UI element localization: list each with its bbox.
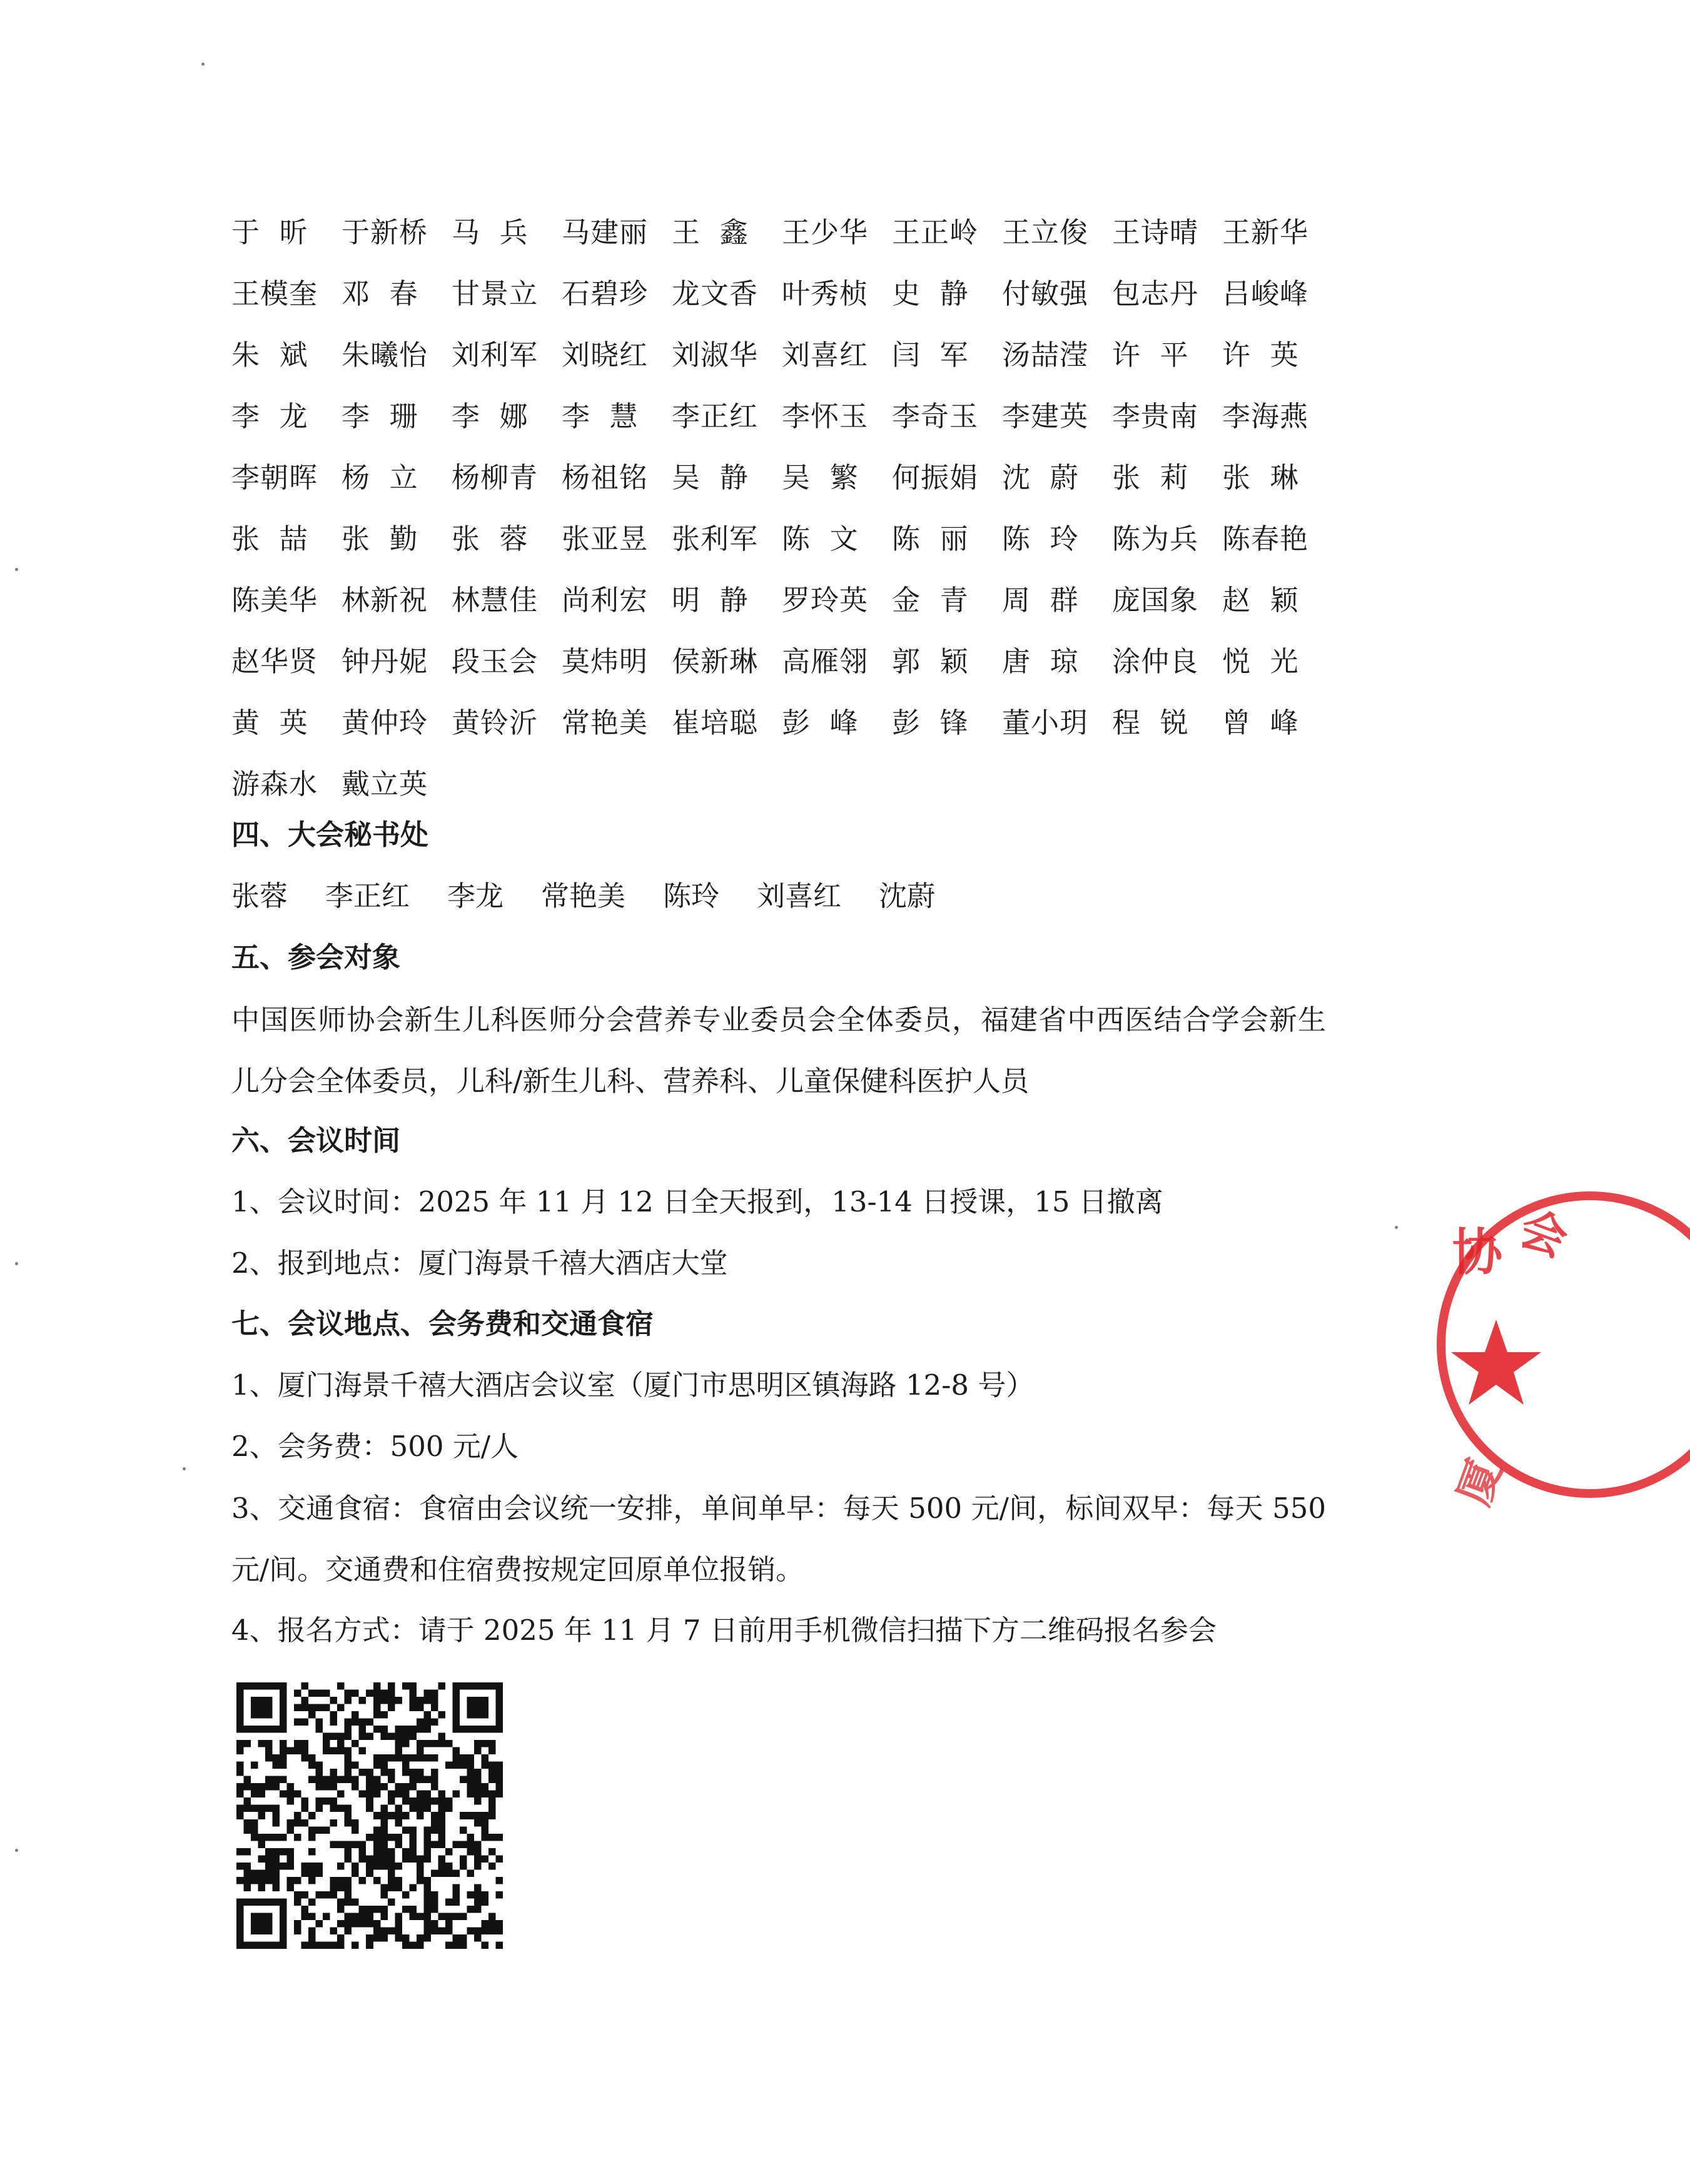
committee-member-name: 黄 英 [231,705,308,739]
name-row [231,630,1332,692]
committee-member-name: 彭 锋 [892,705,969,739]
scan-speck [15,1262,18,1265]
committee-member-name: 马建丽 [562,215,649,249]
committee-member-name: 常艳美 [562,705,649,739]
committee-member-name: 李 娜 [452,399,529,433]
committee-member-name: 张 琳 [1222,460,1299,494]
committee-member-name: 邓 春 [342,276,418,310]
committee-member-name: 唐 琼 [1002,644,1079,678]
name-row [231,385,1332,447]
committee-member-name: 崔培聪 [672,705,759,739]
committee-member-name: 明 静 [672,583,749,617]
committee-member-name: 王少华 [782,215,869,249]
secretariat-member: 张蓉 [231,879,288,913]
committee-member-name: 郭 颖 [892,644,969,678]
committee-member-name: 陈 文 [782,522,859,555]
section-heading-secretariat: 四、大会秘书处 [231,818,429,851]
committee-member-name: 莫炜明 [562,644,649,678]
committee-member-name: 金 青 [892,583,969,617]
committee-member-name: 程 锐 [1112,705,1189,739]
committee-member-name: 甘景立 [452,276,539,310]
committee-member-name: 王模奎 [231,276,318,310]
committee-member-name: 游森水 [231,767,318,801]
committee-member-name: 吴 静 [672,460,749,494]
section-heading-venue-fees: 七、会议地点、会务费和交通食宿 [231,1307,654,1340]
committee-member-name: 刘利军 [452,338,539,372]
meeting-time-item: 1、会议时间：2025 年 11 月 12 日全天报到，13-14 日授课，15 日撤离 [231,1185,1163,1218]
committee-member-name: 李 龙 [231,399,308,433]
committee-member-name: 曾 峰 [1222,705,1299,739]
attendees-paragraph: 中国医师协会新生儿科医师分会营养专业委员会全体委员，福建省中西医结合学会新生儿分会全体委员，儿科/新生儿科、营养科、儿童保健科医护人员 [231,1003,1326,1098]
committee-member-name: 闫 军 [892,338,969,372]
committee-member-name: 许 英 [1222,338,1299,372]
committee-member-name: 刘喜红 [782,338,869,372]
section-heading-attendees: 五、参会对象 [231,941,401,974]
committee-member-name: 黄仲玲 [342,705,428,739]
registration-location-item: 2、报到地点：厦门海景千禧大酒店大堂 [231,1246,728,1280]
committee-member-name: 杨 立 [342,460,418,494]
secretariat-member: 李龙 [447,879,504,913]
secretariat-member: 刘喜红 [757,879,842,913]
committee-member-name: 周 群 [1002,583,1079,617]
registration-qr-code[interactable] [236,1682,503,1949]
committee-member-name: 李建英 [1002,399,1089,433]
committee-member-name: 王诗晴 [1112,215,1199,249]
committee-member-name: 段玉会 [452,644,539,678]
committee-member-name: 尚利宏 [562,583,649,617]
committee-member-name: 张利军 [672,522,759,555]
name-row [231,508,1332,569]
committee-member-name: 王 鑫 [672,215,749,249]
committee-member-name: 叶秀桢 [782,276,869,310]
secretariat-member-list [231,879,1326,913]
committee-member-name: 赵 颖 [1222,583,1299,617]
svg-text:厦: 厦 [1447,1452,1511,1512]
committee-member-name: 黄铃沂 [452,705,539,739]
committee-member-name: 吕峻峰 [1222,276,1309,310]
secretariat-member: 沈蔚 [879,879,936,913]
committee-member-name: 张 莉 [1112,460,1189,494]
secretariat-member: 常艳美 [541,879,626,913]
committee-member-name: 李 珊 [342,399,418,433]
committee-member-name: 钟丹妮 [342,644,428,678]
committee-member-name: 吴 繁 [782,460,859,494]
committee-member-name: 董小玥 [1002,705,1089,739]
name-row [231,263,1332,324]
venue-item: 1、厦门海景千禧大酒店会议室（厦门市思明区镇海路 12-8 号） [231,1368,1035,1402]
committee-member-name: 李贵南 [1112,399,1199,433]
section-heading-meeting-time: 六、会议时间 [231,1124,401,1157]
committee-member-name: 侯新琳 [672,644,759,678]
committee-member-name: 龙文香 [672,276,759,310]
committee-member-name: 李海燕 [1222,399,1309,433]
committee-member-name: 许 平 [1112,338,1189,372]
committee-member-name: 李奇玉 [892,399,979,433]
scan-speck [201,63,205,66]
committee-member-name: 李 慧 [562,399,639,433]
name-row [231,447,1332,508]
committee-member-name: 史 静 [892,276,969,310]
name-row [231,201,1332,263]
scan-speck [183,1467,186,1470]
committee-member-name: 汤喆滢 [1002,338,1089,372]
committee-member-name: 朱 斌 [231,338,308,372]
name-row [231,569,1332,630]
secretariat-member: 李正红 [325,879,410,913]
committee-member-name: 戴立英 [342,767,428,801]
registration-method-item: 4、报名方式：请于 2025 年 11 月 7 日前用手机微信扫描下方二维码报名参会 [231,1614,1217,1647]
committee-member-name: 张 蓉 [452,522,529,555]
committee-member-name: 涂仲良 [1112,644,1199,678]
committee-member-name: 朱曦怡 [342,338,428,372]
name-row [231,324,1332,385]
committee-member-name: 李怀玉 [782,399,869,433]
official-seal-stamp [1427,1176,1690,1526]
committee-member-name: 林慧佳 [452,583,539,617]
committee-member-name: 石碧珍 [562,276,649,310]
committee-member-name: 于新桥 [342,215,428,249]
committee-member-name: 于 昕 [231,215,308,249]
committee-member-name: 沈 蔚 [1002,460,1079,494]
committee-name-list [231,201,1332,814]
committee-member-name: 王正岭 [892,215,979,249]
committee-member-name: 王立俊 [1002,215,1089,249]
committee-member-name: 王新华 [1222,215,1309,249]
committee-member-name: 林新祝 [342,583,428,617]
fee-item: 2、会务费：500 元/人 [231,1430,519,1463]
svg-text:会: 会 [1512,1201,1574,1268]
scan-speck [15,568,18,571]
committee-member-name: 陈春艳 [1222,522,1309,555]
svg-text:协: 协 [1452,1223,1502,1282]
committee-member-name: 何振娟 [892,460,979,494]
committee-member-name: 陈为兵 [1112,522,1199,555]
committee-member-name: 罗玲英 [782,583,869,617]
committee-member-name: 陈 玲 [1002,522,1079,555]
committee-member-name: 张 喆 [231,522,308,555]
committee-member-name: 彭 峰 [782,705,859,739]
scan-speck [15,1849,18,1852]
scan-speck [1395,1226,1398,1229]
committee-member-name: 李朝晖 [231,460,318,494]
committee-member-name: 张 勤 [342,522,418,555]
committee-member-name: 付敏强 [1002,276,1089,310]
committee-member-name: 张亚昱 [562,522,649,555]
committee-member-name: 庞国象 [1112,583,1199,617]
committee-member-name: 刘淑华 [672,338,759,372]
secretariat-member: 陈玲 [663,879,720,913]
committee-member-name: 包志丹 [1112,276,1199,310]
committee-member-name: 李正红 [672,399,759,433]
committee-member-name: 马 兵 [452,215,529,249]
committee-member-name: 陈美华 [231,583,318,617]
committee-member-name: 陈 丽 [892,522,969,555]
committee-member-name: 杨祖铭 [562,460,649,494]
committee-member-name: 刘晓红 [562,338,649,372]
lodging-item: 3、交通食宿：食宿由会议统一安排，单间单早：每天 500 元/间，标间双早：每天 550 元/间。交通费和住宿费按规定回原单位报销。 [231,1492,1326,1586]
committee-member-name: 悦 光 [1222,644,1299,678]
name-row [231,753,1332,814]
name-row [231,692,1332,753]
committee-member-name: 杨柳青 [452,460,539,494]
committee-member-name: 高雁翎 [782,644,869,678]
committee-member-name: 赵华贤 [231,644,318,678]
